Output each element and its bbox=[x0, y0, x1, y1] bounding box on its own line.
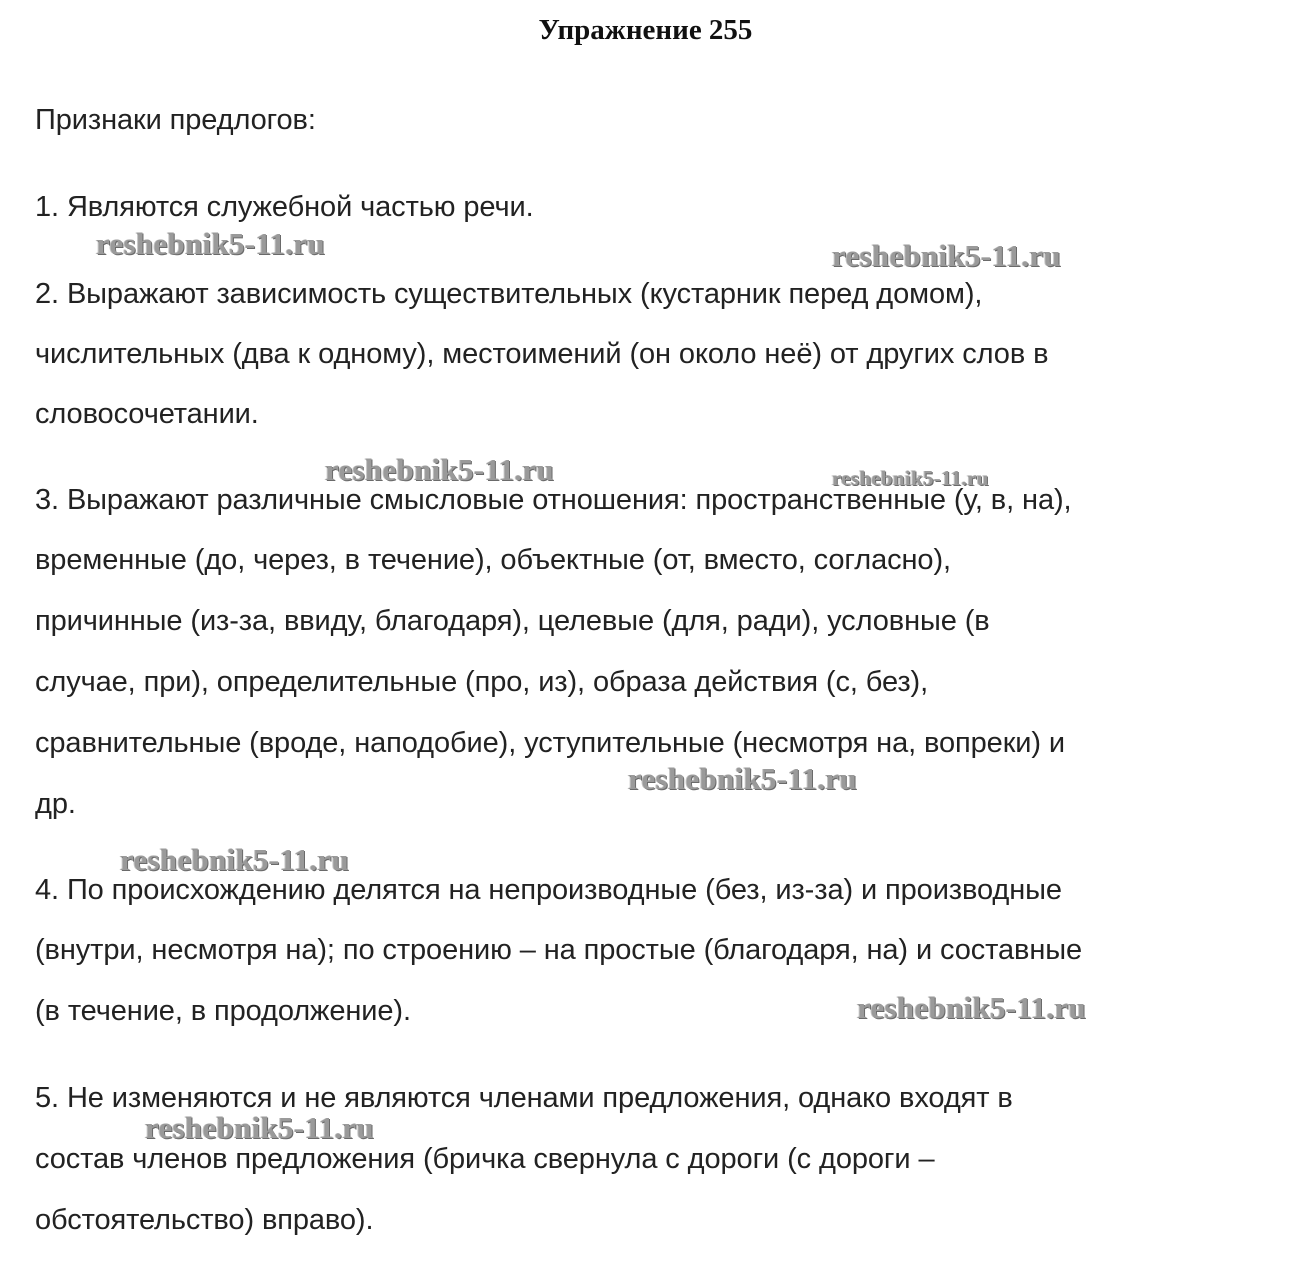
watermark: reshebnik5-11.ru bbox=[832, 466, 989, 490]
watermark: reshebnik5-11.ru bbox=[96, 226, 326, 261]
item-3-line-2: временные (до, через, в течение), объектные (от, вместо, согласно), bbox=[35, 544, 951, 576]
item-3-line-1: 3. Выражают различные смысловые отношения: пространственные (у, в, на), bbox=[35, 484, 1072, 516]
item-4-line-3: (в течение, в продолжение). bbox=[35, 995, 411, 1027]
exercise-title: Упражнение 255 bbox=[538, 14, 753, 46]
watermark: reshebnik5-11.ru bbox=[145, 1110, 375, 1145]
item-3-line-5: сравнительные (вроде, наподобие), уступительные (несмотря на, вопреки) и bbox=[35, 727, 1066, 759]
item-4-line-2: (внутри, несмотря на); по строению – на простые (благодаря, на) и составные bbox=[35, 934, 1083, 966]
item-2-line-3: словосочетании. bbox=[35, 398, 259, 430]
watermark: reshebnik5-11.ru bbox=[325, 452, 555, 487]
item-3-line-4: случае, при), определительные (про, из), образа действия (с, без), bbox=[35, 666, 929, 698]
item-3-line-3: причинные (из-за, ввиду, благодаря), целевые (для, ради), условные (в bbox=[35, 605, 990, 637]
item-5-line-3: обстоятельство) вправо). bbox=[35, 1204, 374, 1236]
item-1-line-1: 1. Являются служебной частью речи. bbox=[35, 191, 534, 223]
item-5-line-1: 5. Не изменяются и не являются членами предложения, однако входят в bbox=[35, 1082, 1013, 1114]
watermark: reshebnik5-11.ru bbox=[628, 761, 858, 796]
item-5-line-2: состав членов предложения (бричка свернула с дороги (с дороги – bbox=[35, 1143, 935, 1175]
watermark: reshebnik5-11.ru bbox=[857, 990, 1087, 1025]
watermark: reshebnik5-11.ru bbox=[832, 238, 1062, 273]
item-2-line-2: числительных (два к одному), местоимений (он около неё) от других слов в bbox=[35, 338, 1049, 370]
item-3-line-6: др. bbox=[35, 788, 76, 820]
item-4-line-1: 4. По происхождению делятся на непроизводные (без, из-за) и производные bbox=[35, 874, 1062, 906]
item-2-line-1: 2. Выражают зависимость существительных (кустарник перед домом), bbox=[35, 278, 983, 310]
watermark: reshebnik5-11.ru bbox=[120, 842, 350, 877]
intro-text: Признаки предлогов: bbox=[35, 104, 316, 136]
